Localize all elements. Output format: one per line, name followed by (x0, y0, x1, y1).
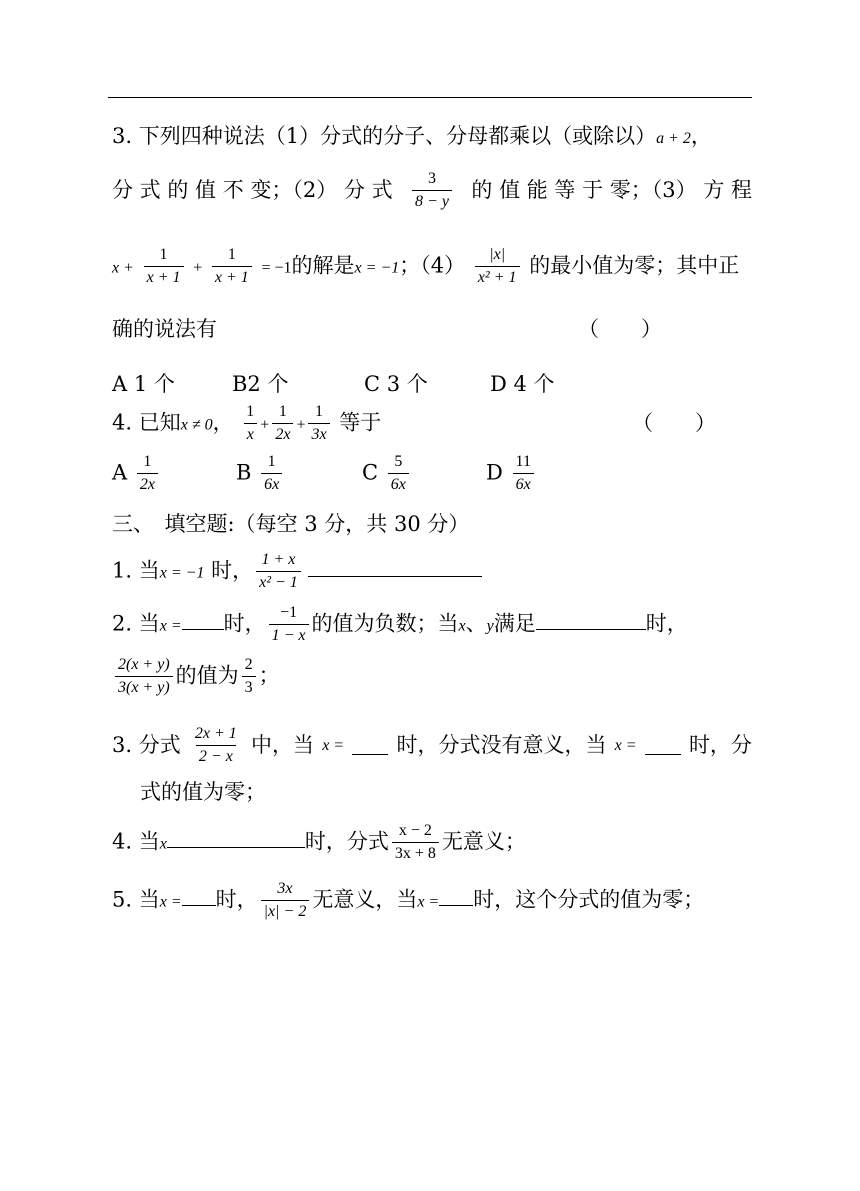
fill-5-var-1: x = (159, 893, 182, 911)
fill-3-fraction: $\frac{2x + 1}{2 - x}$ (194, 725, 237, 766)
q3-expr: a + 2 (656, 130, 691, 147)
fill-2-blank-1[interactable] (182, 611, 224, 630)
eq-rhs: = −1 (261, 259, 292, 277)
fill-2-value: $\frac{2}{3}$ (242, 656, 256, 698)
q4-condition: x ≠ 0 (180, 416, 213, 434)
q3-line1 (112, 126, 752, 147)
fill-4: 4. 当x 时，分式 $\frac{x - 2}{3x + 8}$ 无意义； (112, 822, 526, 863)
q4-option-a: A $\frac{1}{2x}$ (112, 453, 161, 495)
q4-plus-2: + (296, 416, 306, 434)
fill-3-blank-2[interactable] (645, 736, 681, 755)
fill-2-var: x = (159, 617, 182, 635)
q3-text-b: 的 值 能 等 于 零；（3） 方 程 (471, 178, 752, 203)
fill-5-fraction: $\frac{3x}{|x| - 2}$ (261, 880, 310, 922)
fill-2-fraction: $\frac{-1}{1 - x}$ (269, 604, 309, 646)
q3-text-a: 分 式 的 值 不 变；（2） 分 式 (112, 178, 393, 203)
eq-fraction-1: $\frac{1}{x + 1}$ (144, 246, 184, 288)
fill-3: 3. 分式 $\frac{2x + 1}{2 - x}$ 中，当 x = 时，分式没有意义，当 x = 时，分 (112, 725, 752, 766)
q3-line3 (112, 246, 752, 288)
q4-option-b: B $\frac{1}{6x}$ (236, 453, 285, 495)
fill-4-fraction: $\frac{x - 2}{3x + 8}$ (392, 822, 439, 864)
q4-answer-paren: （ ） (632, 411, 716, 435)
q3-option-a: A 1 个 (112, 372, 175, 396)
answer-paren: （ ） (578, 317, 662, 341)
eq-x: x + (112, 259, 134, 277)
q4-option-d: D $\frac{11}{6x}$ (486, 453, 537, 495)
eq-fraction-2: $\frac{1}{x + 1}$ (212, 246, 252, 288)
fill-5: 5. 当x = 时， $\frac{3x}{|x| - 2}$ 无意义，当x = 时，这个分式的值为零； (112, 880, 705, 921)
q3-option-b: B2 个 (232, 372, 289, 396)
fill-2-line2: $\frac{2(x + y)}{3(x + y)}$ 的值为 $\frac{2}{3}$ ； (112, 656, 752, 698)
fill-2-x: x (458, 617, 466, 635)
q3-line4 (112, 319, 752, 340)
fill-3-var-2: x = (614, 736, 637, 754)
fill-1-blank[interactable] (308, 558, 482, 577)
q3-text-e: 的最小值为零；其中正 (529, 253, 740, 278)
fill-2-y: y (486, 617, 494, 635)
fill-4-var: x (159, 835, 167, 853)
q3-solution: x = −1 (354, 259, 400, 277)
fill-2-blank-2[interactable] (536, 611, 646, 630)
q4-term-2: $\frac{1}{2x}$ (272, 403, 293, 445)
fill-3-line2: 式的值为零； (140, 780, 266, 804)
q4-comma: ， (212, 410, 234, 435)
q3-comma: ， (690, 124, 712, 148)
q4-line (112, 403, 752, 445)
header-rule (108, 97, 752, 98)
q4-term-1: $\frac{1}{x}$ (243, 403, 257, 445)
fill-2: 2. 当x = 时， $\frac{-1}{1 - x}$ 的值为负数；当x、y满足 时， (112, 604, 688, 645)
fill-4-blank[interactable] (167, 829, 305, 848)
q3-text: 3. 下列四种说法（1）分式的分子、分母都乘以（或除以） (112, 124, 657, 148)
fill-5-blank-1[interactable] (182, 887, 216, 906)
fill-2-fraction-2: $\frac{2(x + y)}{3(x + y)}$ (115, 656, 173, 698)
fill-5-blank-2[interactable] (439, 887, 473, 906)
q3-option-c: C 3 个 (364, 372, 428, 396)
section-3-heading: 三、 填空题:（每空 3 分，共 30 分） (112, 512, 470, 536)
fill-1-condition: x = −1 (159, 564, 205, 582)
q4-prefix: 4. 已知 (112, 410, 181, 435)
q4-suffix: 等于 (339, 410, 382, 435)
fill-1: 1. 当x = −1 时， $\frac{1 + x}{\text{x² − 1}}$ (112, 551, 752, 593)
fill-1-fraction: $\frac{1 + x}{\text{x² − 1}}$ (256, 551, 301, 593)
abs-fraction: $\frac{|x|}{\text{x² + 1}}$ (475, 246, 520, 288)
q3-text-c: 的解是 (291, 253, 355, 278)
q3-text-d: ；（4） (399, 253, 466, 278)
q3-option-d: D 4 个 (490, 372, 555, 396)
q4-option-c: C $\frac{5}{6x}$ (362, 453, 412, 495)
q4-term-3: $\frac{1}{3x}$ (308, 403, 329, 445)
fill-3-var-1: x = (322, 736, 345, 754)
fill-3-blank-1[interactable] (352, 736, 388, 755)
eq-plus: + (193, 259, 203, 277)
q3-text-f: 确的说法有 (112, 317, 217, 341)
fill-5-var-2: x = (417, 893, 440, 911)
q3-fraction: $\frac{3}{8 - y}$ (412, 170, 452, 212)
q3-line2 (112, 170, 752, 212)
q4-plus-1: + (260, 416, 270, 434)
